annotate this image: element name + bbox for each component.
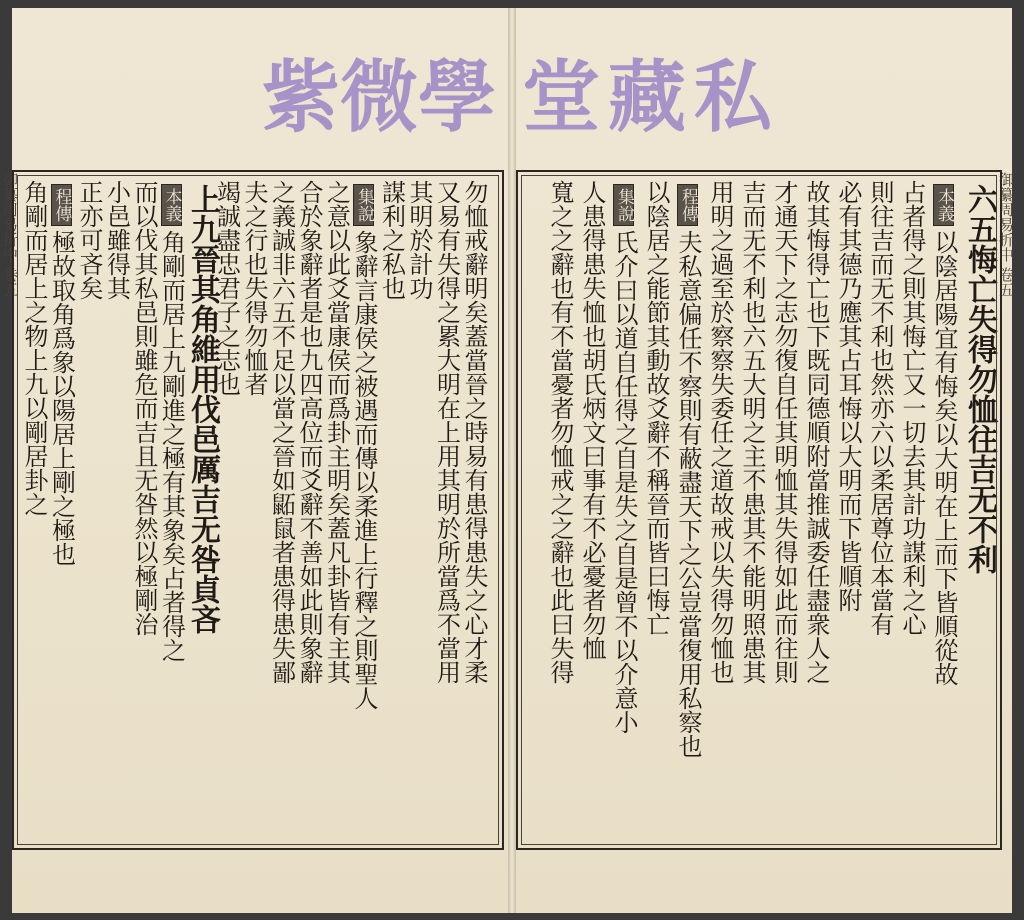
column-text: 人患得患失恤也胡氏炳文曰事有不必憂者勿恤 [578, 180, 606, 660]
commentary-label: 本義 [161, 184, 182, 226]
commentary-column [612, 180, 636, 844]
column-text: 正亦可吝矣 [75, 180, 103, 300]
scripture-line [962, 184, 997, 848]
column-text: 故其悔得亡也下既同德順附當推誠委任盡衆人之 [802, 180, 830, 684]
book-gutter [508, 8, 516, 913]
commentary-label: 集說 [353, 184, 374, 226]
commentary-column [242, 180, 266, 844]
scripture-line [185, 184, 220, 848]
commentary-column [47, 180, 76, 844]
commentary-column [377, 180, 406, 844]
commentary-column [322, 180, 351, 844]
column-text: 而以伐其私邑則雖危而吉且无咎然以極剛治 [130, 180, 158, 636]
commentary-label: 程傳 [51, 184, 72, 226]
column-text: 占者得之則其悔亡又一切去其計功謀利之心 [898, 180, 926, 636]
margin-note-left: 御纂周易折中 卷五 [1, 172, 19, 297]
commentary-column [462, 180, 486, 844]
commentary-column [772, 180, 796, 844]
column-text: 象辭言康侯之被遇而傳以柔進上行釋之則聖人 [350, 230, 378, 710]
commentary-label: 本義 [933, 184, 954, 226]
column-text: 謀利之私也 [377, 180, 406, 300]
column-text: 才通天下之志勿復自任其明恤其失得如此而往則 [770, 180, 798, 684]
commentary-column [102, 180, 131, 844]
commentary-column [297, 180, 321, 844]
column-text: 其明於計功 [405, 180, 433, 300]
column-text: 必有其德乃應其占耳悔以大明而下皆順附 [834, 180, 862, 612]
commentary-column [868, 180, 892, 844]
column-text: 角剛而居上九剛進之極有其象矣占者得之 [157, 230, 186, 662]
column-text: 竭誠盡忠君子之志也 [212, 180, 241, 396]
seal-char: 私 [693, 52, 772, 143]
column-text: 極故取角爲象以陽居上剛之極也 [47, 230, 76, 566]
commentary-column [352, 180, 376, 844]
commentary-column [580, 180, 604, 844]
commentary-column [407, 180, 431, 844]
seal-char: 紫 [262, 52, 341, 143]
commentary-column [77, 180, 101, 844]
column-text: 六五悔亡失得勿恤往吉无不利 [962, 184, 997, 574]
column-text: 則往吉而无不利也然亦六以柔居尊位本當有 [866, 180, 894, 636]
commentary-column [836, 180, 860, 844]
column-text: 又易有失得之累大明在上用其明於所當爲不當用 [432, 180, 461, 684]
column-text: 夫私意偏任不察則有蔽盡天下之公豈當復用私察也 [674, 230, 702, 758]
column-text: 之義誠非六五不足以當之晉如鼫鼠者患得患失鄙 [267, 180, 296, 684]
commentary-column [676, 180, 700, 844]
column-text: 吉而无不利也六五大明之主不患其不能明照患其 [738, 180, 766, 684]
column-text: 夫之行也失得勿恤者 [240, 180, 268, 396]
column-text: 上九晉其角維用伐邑厲吉无咎貞吝 [185, 184, 220, 634]
column-text: 小邑雖得其 [102, 180, 131, 300]
column-text: 之意以此爻當康侯而爲卦主明矣蓋凡卦皆有主其 [322, 180, 351, 684]
commentary-column [212, 180, 241, 844]
collector-seal-right [522, 48, 772, 148]
text-block-left [12, 170, 504, 850]
column-text: 以陰居陽宜有悔矣以大明在上而下皆順從故 [930, 230, 958, 686]
commentary-label: 集說 [613, 184, 634, 226]
seal-char: 微 [340, 52, 419, 143]
column-text: 勿恤戒辭明矣蓋當晉之時易有患得患失之心才柔 [460, 180, 488, 684]
column-text: 用明之過至於察察失委任之道故戒以失得勿恤也 [706, 180, 734, 684]
commentary-column [157, 180, 186, 844]
margin-note-right: 御纂周易折中 卷五 [997, 172, 1015, 297]
commentary-column [22, 180, 46, 844]
commentary-label: 程傳 [677, 184, 698, 226]
collector-seal-left [262, 48, 497, 148]
seal-char: 堂 [522, 52, 601, 143]
commentary-column [548, 180, 572, 844]
commentary-column [267, 180, 296, 844]
column-text: 寬之之辭也有不當憂者勿恤戒之之辭也此曰失得 [546, 180, 574, 684]
column-text: 角剛而居上之物上九以剛居卦之 [20, 180, 48, 516]
commentary-column [804, 180, 828, 844]
commentary-column [132, 180, 156, 844]
column-text: 氏介曰以道自任得之自是失之自是曾不以介意小 [610, 230, 638, 734]
column-text: 合於象辭者是也九四高位而爻辭不善如此則象辭 [295, 180, 323, 684]
text-block-right [516, 170, 1002, 850]
seal-char: 學 [418, 52, 497, 143]
commentary-column [900, 180, 924, 844]
commentary-column [708, 180, 732, 844]
commentary-column [740, 180, 764, 844]
commentary-column [932, 180, 956, 844]
seal-char: 藏 [607, 52, 686, 143]
column-text: 以陰居之能節其動故爻辭不稱晉而皆曰悔亡 [642, 180, 670, 636]
commentary-column [432, 180, 461, 844]
commentary-column [644, 180, 668, 844]
